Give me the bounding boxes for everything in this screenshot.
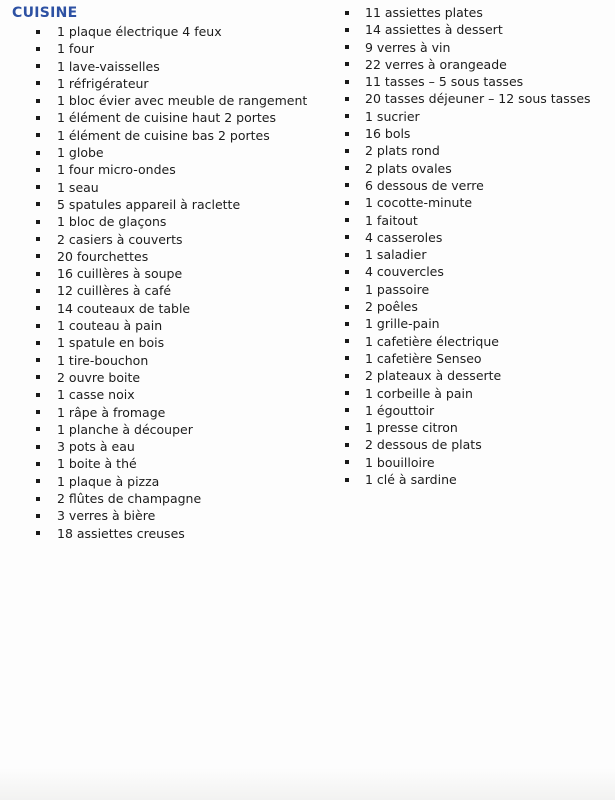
list-item-text: 1 élément de cuisine bas 2 portes (57, 127, 270, 143)
list-item (12, 490, 342, 507)
list-item-text: 6 dessous de verre (365, 177, 484, 193)
bullet-square-icon (36, 427, 40, 431)
list-item-text: 1 casse noix (57, 387, 135, 403)
bullet-square-icon (36, 81, 40, 85)
bullet-square-icon (36, 64, 40, 68)
list-item (12, 507, 342, 524)
bullet-square-icon (345, 114, 349, 118)
bullet-square-icon (345, 426, 349, 430)
bullet-square-icon (36, 393, 40, 397)
list-item-text: 1 plaque à pizza (57, 473, 160, 489)
list-item-text: 1 corbeille à pain (365, 385, 473, 401)
list-item-text: 2 plats ovales (365, 160, 452, 176)
bullet-square-icon (345, 235, 349, 239)
bullet-square-icon (36, 151, 40, 155)
list-item (345, 367, 613, 384)
list-item-text: 1 bloc évier avec meuble de rangement (57, 93, 308, 109)
list-item (345, 471, 613, 488)
list-item-text: 1 bloc de glaçons (57, 214, 167, 230)
list-item (345, 4, 613, 21)
bullet-square-icon (36, 531, 40, 535)
list-item-text: 20 tasses déjeuner – 12 sous tasses (365, 91, 591, 107)
list-item-text: 1 four (57, 41, 95, 57)
list-item (345, 177, 613, 194)
list-item-text: 16 cuillères à soupe (57, 266, 183, 282)
list-item-text: 1 bouilloire (365, 454, 435, 470)
bullet-square-icon (36, 479, 40, 483)
list-item (12, 334, 342, 351)
list-item (345, 298, 613, 315)
bullet-square-icon (345, 97, 349, 101)
list-item (12, 144, 342, 161)
list-item (345, 350, 613, 367)
bullet-square-icon (36, 289, 40, 293)
list-item-text: 20 fourchettes (57, 248, 149, 264)
list-item (345, 263, 613, 280)
bullet-square-icon (345, 183, 349, 187)
list-item-text: 3 verres à bière (57, 508, 156, 524)
list-item (345, 90, 613, 107)
list-item-text: 2 ouvre boite (57, 369, 141, 385)
list-item (12, 455, 342, 472)
bullet-square-icon (36, 375, 40, 379)
list-item (12, 352, 342, 369)
bullet-square-icon (345, 201, 349, 205)
bullet-square-icon (36, 99, 40, 103)
list-item (345, 229, 613, 246)
list-item (345, 436, 613, 453)
bullet-square-icon (345, 270, 349, 274)
bullet-square-icon (345, 478, 349, 482)
list-item-text: 11 tasses – 5 sous tasses (365, 74, 524, 90)
bullet-square-icon (345, 339, 349, 343)
list-item (345, 454, 613, 471)
bullet-square-icon (345, 287, 349, 291)
bullet-square-icon (36, 410, 40, 414)
list-item-text: 1 saladier (365, 247, 427, 263)
list-item (345, 402, 613, 419)
list-item-text: 14 assiettes à dessert (365, 22, 503, 38)
bullet-square-icon (345, 218, 349, 222)
list-item-text: 1 seau (57, 179, 99, 195)
list-item (345, 142, 613, 159)
list-item (12, 196, 342, 213)
list-item-text: 1 faitout (365, 212, 418, 228)
bullet-square-icon (345, 28, 349, 32)
bullet-square-icon (345, 460, 349, 464)
list-item-text: 1 spatule en bois (57, 335, 165, 351)
list-item (345, 315, 613, 332)
list-item-text: 16 bols (365, 126, 411, 142)
list-item-text: 1 presse citron (365, 420, 458, 436)
left-column (12, 4, 342, 542)
bullet-square-icon (36, 445, 40, 449)
list-item-text: 1 cafetière électrique (365, 333, 499, 349)
list-item (345, 125, 613, 142)
bullet-square-icon (345, 80, 349, 84)
list-item (12, 300, 342, 317)
bullet-square-icon (36, 116, 40, 120)
list-item-text: 2 casiers à couverts (57, 231, 183, 247)
right-column (345, 4, 613, 488)
bullet-square-icon (36, 462, 40, 466)
right-item-list (345, 4, 613, 488)
list-item (345, 333, 613, 350)
list-item-text: 1 cocotte-minute (365, 195, 473, 211)
left-item-list (12, 23, 342, 542)
list-item-text: 4 casseroles (365, 229, 443, 245)
list-item-text: 2 poêles (365, 299, 418, 315)
bullet-square-icon (345, 408, 349, 412)
list-item (12, 473, 342, 490)
bullet-square-icon (345, 11, 349, 15)
list-item-text: 1 grille-pain (365, 316, 440, 332)
list-item-text: 18 assiettes creuses (57, 525, 185, 541)
list-item-text: 2 plats rond (365, 143, 440, 159)
list-item-text: 14 couteaux de table (57, 300, 191, 316)
list-item (12, 317, 342, 334)
list-item-text: 2 plateaux à desserte (365, 368, 502, 384)
list-item-text: 2 dessous de plats (365, 437, 482, 453)
bullet-square-icon (36, 497, 40, 501)
list-item (12, 92, 342, 109)
bullet-square-icon (36, 47, 40, 51)
bullet-square-icon (345, 253, 349, 257)
list-item (12, 265, 342, 282)
bullet-square-icon (345, 132, 349, 136)
list-item-text: 3 pots à eau (57, 439, 135, 455)
bullet-square-icon (345, 45, 349, 49)
list-item (12, 23, 342, 40)
bullet-square-icon (36, 358, 40, 362)
list-item (345, 281, 613, 298)
bullet-square-icon (36, 341, 40, 345)
list-item (12, 213, 342, 230)
bullet-square-icon (345, 443, 349, 447)
list-item-text: 1 lave-vaisselles (57, 58, 160, 74)
list-item-text: 1 sucrier (365, 108, 420, 124)
list-item (12, 161, 342, 178)
list-item (12, 109, 342, 126)
list-item (345, 246, 613, 263)
list-item-text: 11 assiettes plates (365, 5, 483, 20)
bullet-square-icon (345, 391, 349, 395)
list-item-text: 1 cafetière Senseo (365, 350, 482, 366)
list-item (345, 56, 613, 73)
list-item (345, 21, 613, 38)
list-item-text: 1 égouttoir (365, 402, 435, 418)
list-item (12, 127, 342, 144)
bullet-square-icon (345, 305, 349, 309)
bullet-square-icon (36, 202, 40, 206)
list-item (345, 39, 613, 56)
bullet-square-icon (36, 185, 40, 189)
list-item (345, 160, 613, 177)
bullet-square-icon (345, 62, 349, 66)
list-item-text: 22 verres à orangeade (365, 56, 507, 72)
bullet-square-icon (36, 133, 40, 137)
list-item-text: 1 plaque électrique 4 feux (57, 24, 222, 39)
list-item (345, 108, 613, 125)
list-item-text: 1 planche à découper (57, 421, 193, 437)
list-item (12, 369, 342, 386)
bullet-square-icon (345, 356, 349, 360)
bullet-square-icon (345, 374, 349, 378)
list-item (12, 179, 342, 196)
list-item-text: 1 passoire (365, 281, 430, 297)
list-item (12, 58, 342, 75)
list-item-text: 1 clé à sardine (365, 472, 457, 488)
list-item-text: 5 spatules appareil à raclette (57, 196, 241, 212)
list-item (12, 231, 342, 248)
list-item (345, 385, 613, 402)
list-item-text: 1 élément de cuisine haut 2 portes (57, 110, 277, 126)
list-item (12, 404, 342, 421)
list-item (12, 282, 342, 299)
list-item-text: 12 cuillères à café (57, 283, 172, 299)
bullet-square-icon (36, 514, 40, 518)
list-item (12, 386, 342, 403)
list-item (12, 525, 342, 542)
list-item-text: 1 tire-bouchon (57, 352, 149, 368)
list-item-text: 1 couteau à pain (57, 318, 163, 334)
bullet-square-icon (345, 166, 349, 170)
list-item (345, 212, 613, 229)
list-item-text: 1 râpe à fromage (57, 404, 166, 420)
list-item (345, 194, 613, 211)
list-item (345, 419, 613, 436)
list-item (12, 75, 342, 92)
list-item (12, 421, 342, 438)
list-item-text: 2 flûtes de champagne (57, 491, 202, 507)
bullet-square-icon (36, 220, 40, 224)
list-item-text: 1 four micro-ondes (57, 162, 176, 178)
list-item (345, 73, 613, 90)
bullet-square-icon (36, 306, 40, 310)
bullet-square-icon (345, 149, 349, 153)
bullet-square-icon (36, 168, 40, 172)
list-item-text: 1 boite à thé (57, 456, 137, 472)
list-item (12, 438, 342, 455)
bullet-square-icon (36, 272, 40, 276)
page-title: CUISINE (12, 5, 78, 21)
bullet-square-icon (36, 254, 40, 258)
list-item (12, 248, 342, 265)
bullet-square-icon (36, 324, 40, 328)
bullet-square-icon (36, 237, 40, 241)
list-item-text: 4 couvercles (365, 264, 444, 280)
list-item-text: 9 verres à vin (365, 39, 451, 55)
bullet-square-icon (36, 30, 40, 34)
bullet-square-icon (345, 322, 349, 326)
list-item (12, 40, 342, 57)
list-item-text: 1 réfrigérateur (57, 75, 149, 91)
list-item-text: 1 globe (57, 145, 104, 161)
